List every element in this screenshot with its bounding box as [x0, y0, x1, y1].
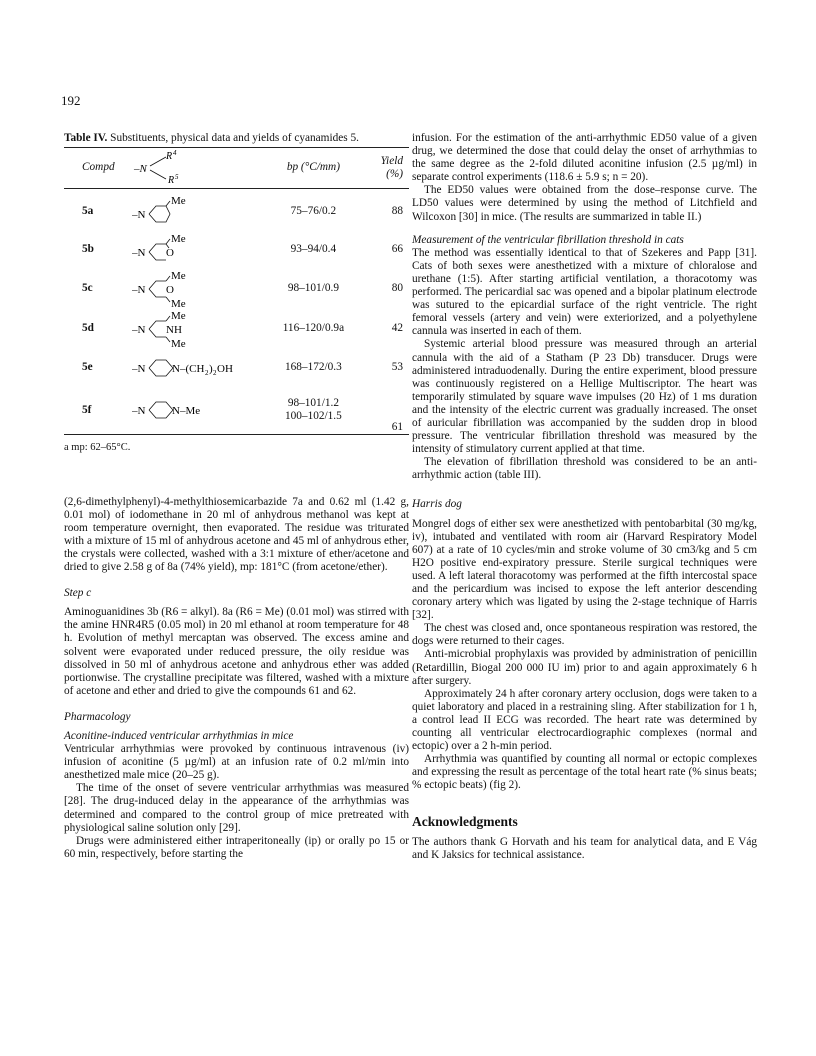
- paragraph: The chest was closed and, once spontaneous respiration was restored, the dogs were returned to their cages.: [412, 622, 757, 648]
- row-bp: 75–76/0.2: [290, 204, 337, 217]
- svg-text:Me: Me: [170, 297, 186, 309]
- paragraph: The ED50 values were obtained from the dose–response curve. The LD50 values were determined by using the method of Litchfield and Wilcoxon [30] in mice. (The results are summarized in table II.): [412, 184, 757, 223]
- table-footnote: a mp: 62–65°C.: [64, 441, 131, 453]
- paragraph: Aminoguanidines 3b (R6 = alkyl). 8a (R6 = Me) (0.01 mol) was stirred with the amine HNR4R5 (0.05 mol) in 20 ml ethanol at room temperature for 48 h. Evolution of methyl mercaptan was observed. The excess amine and solvent were evaporated under reduced pressure, the oily residue was dissolved in 50 ml of anhydrous acetone and anhydrous ether was added portionwise. The crystalline precipitate was filtered, washed with a mixture of acetone and ether and dried to give the compounds 61 and 62.: [64, 606, 410, 697]
- row-yield: 88: [391, 204, 403, 217]
- row-bp: 116–120/0.9a: [282, 321, 345, 334]
- row-yield: 61: [391, 420, 403, 433]
- row-bp: 93–94/0.4: [290, 242, 337, 255]
- paragraph: (2,6-dimethylphenyl)-4-methylthiosemicarbazide 7a and 0.62 ml (1.42 g, 0.01 mol) of iodomethane in 20 ml of anhydrous methanol was kept at room temperature overnight, then evaporated. The residue was triturated with a mixture of 15 ml of anhydrous acetone and 45 ml of anhydrous ether, the crystals were collected, washed with a 3:1 mixture of ether/acetone and dried to give 2.58 g of 8a (74% yield), mp: 181°C (from acetone/ether).: [64, 495, 409, 574]
- header-substituent: [132, 148, 262, 189]
- cyanamides-table: [64, 147, 409, 437]
- row-bp-value-1: 98–101/1.2: [287, 397, 339, 410]
- svg-text:–N: –N: [131, 283, 146, 296]
- svg-text:5: 5: [174, 173, 179, 181]
- svg-text:–N: –N: [133, 163, 147, 175]
- acknowledgments-text: The authors thank G Horvath and his team for analytical data, and E Vág and K Jaksics for technical assistance.: [412, 835, 757, 861]
- paragraph: The method was essentially identical to that of Szekeres and Papp [31]. Cats of both sexes were anesthetized with a mixture of chloralose and urethane (1:5). After starting artificial ventilation, a thoracotomy was performed. The pericardial sac was opened and a bipolar platinum electrode was sutured to the epicardial surface of the right ventricle. The right femoral vessels (artery and vein) were exteriorized, and a polyethylene cannula was inserted in each of them.: [412, 246, 757, 338]
- table-caption: [64, 132, 409, 145]
- dimethylpiperazino-structure-icon: [132, 309, 262, 349]
- methylpiperazino-structure-icon: [132, 387, 262, 435]
- svg-text:Me: Me: [170, 337, 186, 349]
- svg-text:O: O: [165, 283, 174, 296]
- svg-text:–N: –N: [131, 246, 146, 259]
- svg-text:2: 2: [212, 368, 217, 377]
- svg-text:–N: –N: [131, 362, 146, 375]
- row-yield: 66: [391, 242, 403, 255]
- subsection-heading-harris-dog: Harris dog: [412, 498, 462, 511]
- paragraph: Ventricular arrhythmias were provoked by continuous intravenous (iv) infusion of aconitine (5 µg/ml) at an infusion rate of 0.2 ml/min into anesthetized male mice (20–25 g).: [64, 743, 409, 782]
- section-heading-pharmacology: Pharmacology: [64, 710, 131, 723]
- svg-text:OH: OH: [216, 362, 233, 375]
- table-row: [64, 231, 409, 269]
- svg-text:–N: –N: [131, 405, 146, 418]
- paragraph: Anti-microbial prophylaxis was provided by administration of penicillin (Retardillin, Biogal 200 000 IU im) prior to and again approximately 6 h after surgery.: [412, 648, 757, 687]
- methylpiperidino-structure-icon: [132, 193, 262, 231]
- svg-text:R: R: [165, 151, 172, 162]
- paragraph: Arrhythmia was quantified by counting all normal or ectopic complexes and expressing the result as percentage of the total heart rate (% sinus beats; % ectopic beats) (fig 2).: [412, 753, 757, 792]
- paragraph: The time of the onset of severe ventricular arrhythmias was measured [28]. The drug-induced delay in the appearance of the arrhythmias was determined and compared to the control group of mice pretreated with physiological saline solution only [29].: [64, 782, 409, 834]
- svg-text:Me: Me: [170, 309, 186, 322]
- paragraph: Mongrel dogs of either sex were anesthetized with pentobarbital (30 mg/kg, iv), intubated and ventilated with room air (Harvard Respiratory Model 607) at a rate of 10 cycles/min and stroke volume of 30 cm3/kg and 5 cm H2O positive end-expiratory pressure. Sterile surgical techniques were used. A left lateral thoracotomy was performed at the fifth intercostal space and the pericardium was incised to expose the left anterior descending coronary artery which was ligated by using the 2-stage technique of Harris [32].: [412, 517, 757, 622]
- nr4r5-structure-icon: [132, 150, 192, 186]
- paragraph: Drugs were administered either intraperitoneally (ip) or orally po 15 or 60 min, respectively, before starting the: [64, 834, 409, 860]
- svg-text:R: R: [167, 175, 174, 186]
- header-compd: Compd: [82, 161, 115, 174]
- svg-text:O: O: [165, 246, 174, 259]
- table-row: [64, 193, 409, 231]
- subsection-heading-fibrillation: Measurement of the ventricular fibrillation threshold in cats: [412, 233, 684, 246]
- row-compd: 5e: [82, 360, 93, 373]
- row-bp-value-2: 100–102/1.5: [284, 410, 342, 423]
- section-heading-step-c: Step c: [64, 587, 92, 600]
- svg-text:4: 4: [172, 150, 177, 157]
- table-header-row: [64, 148, 409, 189]
- row-compd: 5f: [82, 403, 92, 416]
- hydroxyethylpiperazino-structure-icon: [132, 349, 262, 387]
- svg-text:–N: –N: [131, 208, 146, 221]
- svg-text:N–(CH: N–(CH: [171, 362, 205, 375]
- row-yield: 42: [391, 321, 403, 334]
- acknowledgments-heading: Acknowledgments: [412, 813, 518, 829]
- subsection-heading-aconitine: Aconitine-induced ventricular arrhythmias in mice: [64, 730, 294, 742]
- row-compd: 5a: [82, 204, 94, 217]
- methylmorpholino-structure-icon: [132, 231, 262, 269]
- table-caption-text: Substituents, physical data and yields of cyanamides 5.: [110, 132, 359, 144]
- table-row: [64, 309, 409, 349]
- svg-text:Me: Me: [170, 269, 186, 282]
- dimethylmorpholino-structure-icon: [132, 269, 262, 309]
- paragraph: Systemic arterial blood pressure was measured through an arterial cannula with the aid of a Statham (P 23 Db) transducer. Drugs were administered intraduodenally. During the entire experiment, blood pressure was continuously registered on a Hellige Multiscriptor. The heart was temporarily stimulated by square wave impulses (20 Hz) of 1 ms duration and the intensity of the electric current was gradually increased. The onset of auricular fibrillation was accompanied by the sudden drop in blood pressure. The ventricular fibrillation threshold was measured by the intensity of stimulatory current applied at that time.: [412, 338, 757, 456]
- row-compd: 5c: [82, 281, 93, 294]
- svg-text:Me: Me: [170, 194, 186, 207]
- table-row: [64, 349, 409, 387]
- svg-text:2: 2: [204, 368, 209, 377]
- table-row: [64, 387, 409, 435]
- row-bp: 98–101/0.9: [287, 281, 339, 294]
- header-bp: bp (°C/mm): [286, 161, 340, 174]
- row-compd: 5d: [82, 321, 94, 334]
- svg-text:NH: NH: [165, 323, 182, 336]
- row-bp: [262, 387, 365, 435]
- svg-text:–N: –N: [131, 323, 146, 336]
- header-yield: Yield (%): [380, 154, 403, 180]
- svg-text:): ): [208, 362, 213, 375]
- svg-text:N–Me: N–Me: [171, 405, 200, 418]
- left-column: [64, 132, 409, 861]
- paragraph: infusion. For the estimation of the anti-arrhythmic ED50 value of a given drug, we determined the dose that could delay the onset of arrhythmias to the same degree as the 2-fold diluted aconitine infusion (2.5 µg/ml) in separate control experiments (118.6 ± 5.9 s; n = 20).: [412, 132, 757, 184]
- row-bp: 168–172/0.3: [284, 360, 342, 373]
- paragraph: The elevation of fibrillation threshold was considered to be an anti-arrhythmic action (table III).: [412, 456, 757, 482]
- row-yield: 80: [391, 281, 403, 294]
- row-compd: 5b: [82, 242, 94, 255]
- page-number: 192: [61, 93, 81, 108]
- row-yield: 53: [391, 360, 403, 373]
- svg-text:Me: Me: [170, 232, 186, 245]
- right-column: [412, 132, 757, 862]
- table-caption-label: Table IV.: [64, 132, 108, 144]
- paragraph: Approximately 24 h after coronary artery occlusion, dogs were taken to a quiet laboratory and placed in a restraining sling. After stabilization for 1 h, a control lead II ECG was recorded. The heart rate was determined by counting all ventricular electrocardiographic complexes (normal and ectopic) over a 2 h-min period.: [412, 687, 757, 753]
- table-row: [64, 269, 409, 309]
